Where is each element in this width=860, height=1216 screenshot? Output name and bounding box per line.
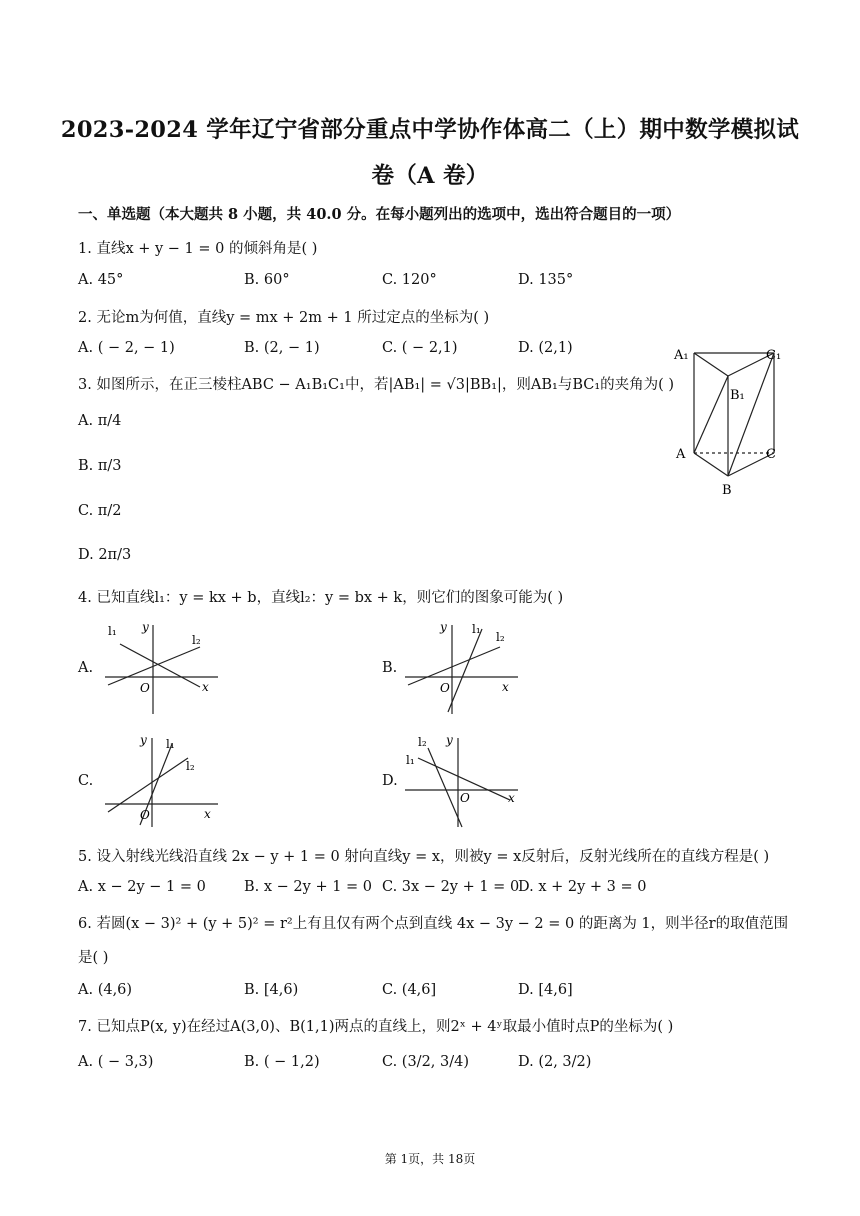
graph-c [100,730,225,830]
question-4-option-d: D. [382,773,398,789]
graph-d [400,730,525,830]
question-3-option-d: D. 2π/3 [78,547,132,563]
question-6-stem: 6. 若圆(x − 3)² + (y + 5)² = r²上有且仅有两个点到直线 4x − 3y − 2 = 0 的距离为 1，则半径r的取值范围 [78,916,789,932]
question-5-option-d: D. x + 2y + 3 = 0 [518,879,647,895]
question-3-option-c: C. π/2 [78,503,122,519]
question-6-stem-continued: 是( ) [78,950,109,966]
label-l2: l₂ [192,633,201,647]
page-footer: 第 1页，共 18页 [384,1152,476,1166]
label-l2: l₂ [496,630,505,644]
question-4-stem: 4. 已知直线l₁：y = kx + b，直线l₂：y = bx + k，则它们的图象可能为( ) [78,590,564,606]
label-b: B [722,483,732,498]
label-y: y [140,733,147,747]
question-1-option-b: B. 60° [244,272,290,288]
label-x: x [202,680,209,694]
question-1-option-c: C. 120° [382,272,437,288]
question-4-option-c: C. [78,773,94,789]
question-1-option-a: A. 45° [78,272,124,288]
page-title-line-2: 卷（A 卷） [371,163,489,189]
label-origin: O [140,681,150,695]
line-l2 [408,647,500,685]
question-1-stem: 1. 直线x + y − 1 = 0 的倾斜角是( ) [78,241,318,257]
graph-b [400,617,525,717]
question-6-option-a: A. (4,6) [78,982,133,998]
label-l1: l₁ [406,753,415,767]
line-l2 [428,748,462,827]
label-x: x [204,807,211,821]
question-3-stem: 3. 如图所示，在正三棱柱ABC − A₁B₁C₁中，若|AB₁| = √3|BB₁|，则AB₁与BC₁的夹角为( ) [78,377,675,393]
line-l1 [120,644,200,687]
prism-figure [668,342,786,502]
label-origin: O [140,808,150,822]
question-3-option-b: B. π/3 [78,458,122,474]
label-l1: l₁ [166,737,175,751]
question-4-option-b: B. [382,660,398,676]
question-2-option-c: C. ( − 2,1) [382,340,458,356]
graph-a [100,617,225,717]
label-origin: O [440,681,450,695]
label-l1: l₁ [472,622,481,636]
label-y: y [440,620,447,634]
label-c: C [766,447,776,462]
question-7-option-a: A. ( − 3,3) [78,1054,154,1070]
question-7-option-b: B. ( − 1,2) [244,1054,320,1070]
question-2-option-b: B. (2, − 1) [244,340,320,356]
question-5-option-c: C. 3x − 2y + 1 = 0 [382,879,520,895]
label-l2: l₂ [186,759,195,773]
question-6-option-b: B. [4,6) [244,982,299,998]
label-a1: A₁ [674,348,689,363]
question-7-option-d: D. (2, 3/2) [518,1054,592,1070]
label-y: y [142,620,149,634]
label-l2: l₂ [418,735,427,749]
page-title-line-1: 2023-2024 学年辽宁省部分重点中学协作体高二（上）期中数学模拟试 [60,117,800,143]
question-7-option-c: C. (3/2, 3/4) [382,1054,469,1070]
question-3-option-a: A. π/4 [78,413,122,429]
label-y: y [446,733,453,747]
question-1-option-d: D. 135° [518,272,574,288]
label-b1: B₁ [730,388,745,403]
label-a: A [676,447,686,462]
label-origin: O [460,791,470,805]
question-5-stem: 5. 设入射线光线沿直线 2x − y + 1 = 0 射向直线y = x，则被y = x反射后，反射光线所在的直线方程是( ) [78,849,770,865]
question-7-stem: 7. 已知点P(x, y)在经过A(3,0)、B(1,1)两点的直线上，则2ˣ + 4ʸ取最小值时点P的坐标为( ) [78,1019,674,1035]
question-6-option-c: C. (4,6] [382,982,437,998]
question-5-option-b: B. x − 2y + 1 = 0 [244,879,373,895]
section-header: 一、单选题（本大题共 8 小题，共 40.0 分。在每小题列出的选项中，选出符合题目的一项） [78,206,681,223]
label-x: x [508,791,515,805]
label-x: x [502,680,509,694]
question-6-option-d: D. [4,6] [518,982,573,998]
question-5-option-a: A. x − 2y − 1 = 0 [78,879,206,895]
line-l1 [448,629,482,712]
question-4-option-a: A. [78,660,94,676]
label-l1: l₁ [108,624,117,638]
question-2-stem: 2. 无论m为何值，直线y = mx + 2m + 1 所过定点的坐标为( ) [78,310,490,326]
question-2-option-a: A. ( − 2, − 1) [78,340,175,356]
label-c1: C₁ [766,348,782,363]
question-2-option-d: D. (2,1) [518,340,573,356]
